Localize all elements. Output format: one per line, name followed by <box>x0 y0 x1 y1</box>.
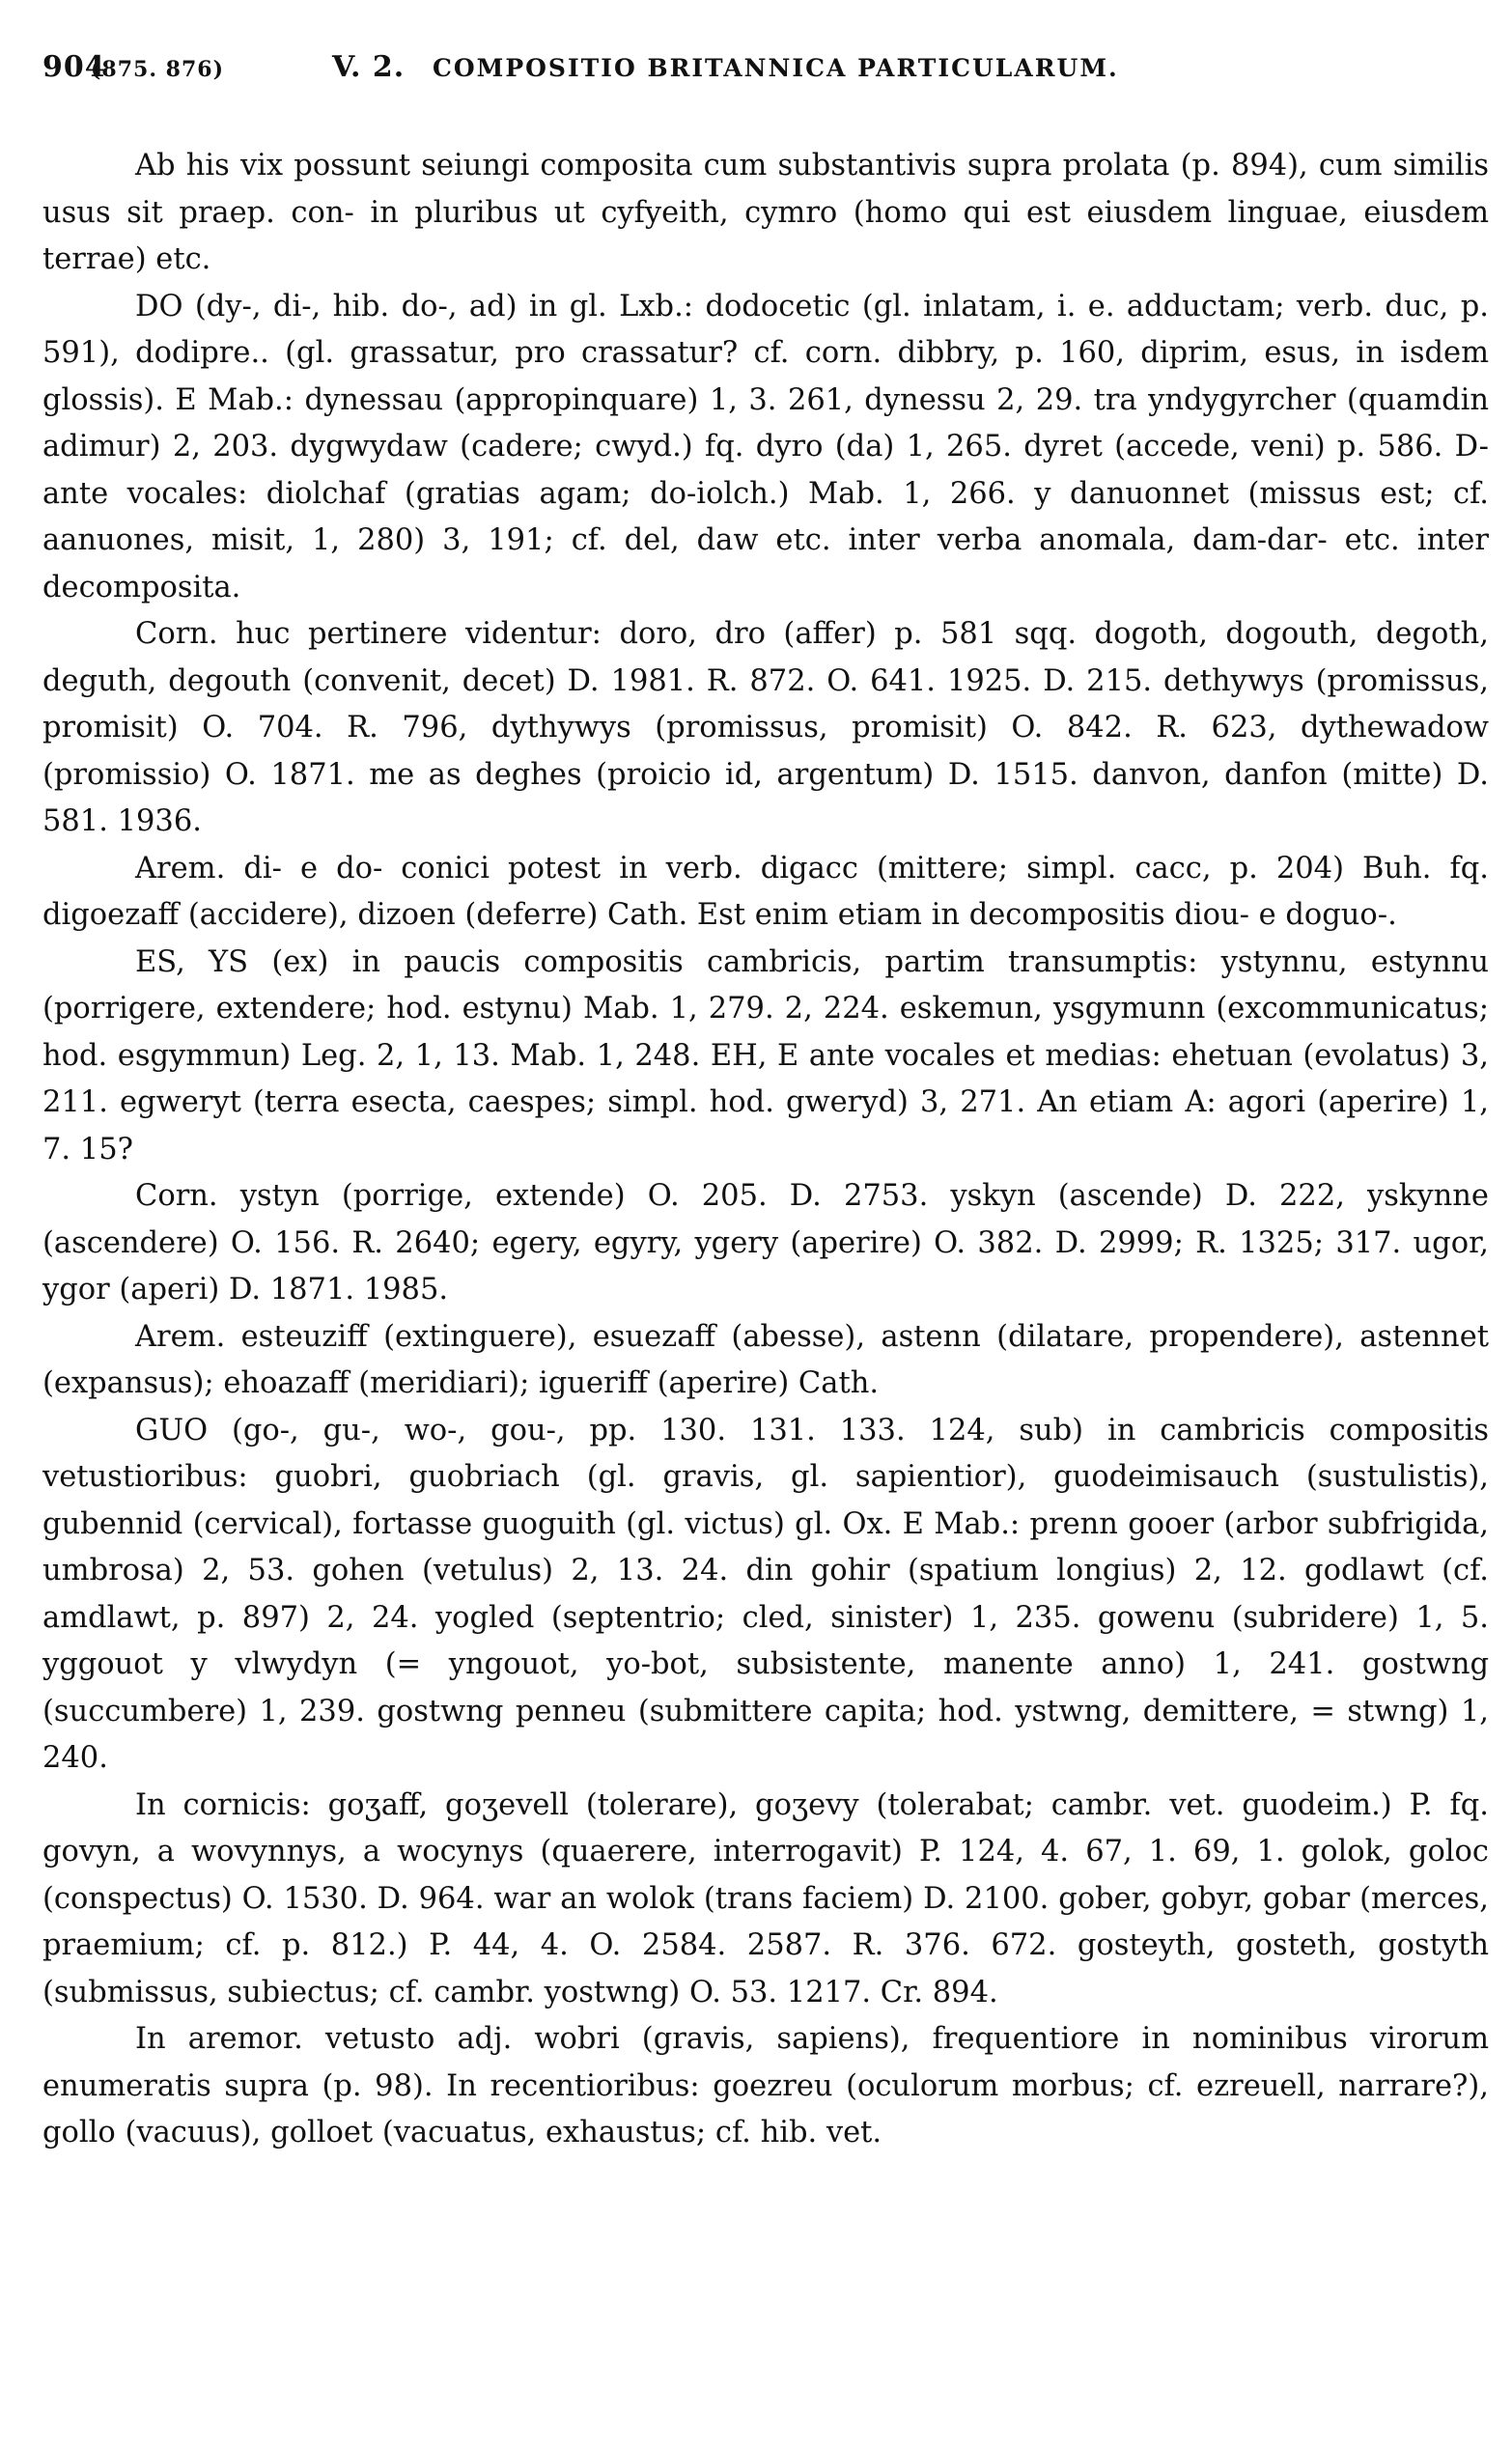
running-header <box>42 50 1489 110</box>
page-refs: (875. 876) <box>91 57 224 82</box>
document-page <box>42 50 1489 2157</box>
paragraph-do: DO (dy-, di-, hib. do-, ad) in gl. Lxb.: dodocetic (gl. inlatam, i. e. adductam; verb. duc, p. 591), dodipre.. (gl. grassatur, pro crassatur? cf. corn. dibbry, p. 160, diprim, esus, in isdem glossis). E Mab.: dynessau (appropinquare) 1, 3. 261, dynessu 2, 29. tra yndygyrcher (quamdin adimur) 2, 203. dygwydaw (cadere; cwyd.) fq. dyro (da) 1, 265. dyret (accede, veni) p. 586. D- ante vocales: diolchaf (gratias agam; do-iolch.) Mab. 1, 266. y danuonnet (missus est; cf. aanuones, misit, 1, 280) 3, 191; cf. del, daw etc. inter verba anomala, dam-dar- etc. inter decomposita. <box>42 289 1489 604</box>
paragraph-es: ES, YS (ex) in paucis compositis cambricis, partim transumptis: ystynnu, estynnu (porrigere, extendere; hod. estynu) Mab. 1, 279. 2, 224. eskemun, ysgymunn (excommunicatus; hod. esgymmun) Leg. 2, 1, 13. Mab. 1, 248. EH, E ante vocales et medias: ehetuan (evolatus) 3, 211. egweryt (terra esecta, caespes; simpl. hod. gweryd) 3, 271. An etiam A: agori (aperire) 1, 7. 15? <box>42 944 1489 1166</box>
paragraph-guo-cornish: In cornicis: goʒaff, goʒevell (tolerare), goʒevy (tolerabat; cambr. vet. guodeim.) P. fq. govyn, a wovynnys, a wocynys (quaerere, interrogavit) P. 124, 4. 67, 1. 69, 1. golok, goloc (conspectus) O. 1530. D. 964. war an wolok (trans faciem) D. 2100. gober, gobyr, gobar (merces, praemium; cf. p. 812.) P. 44, 4. O. 2584. 2587. R. 376. 672. gosteyth, gosteth, gostyth (submissus, subiectus; cf. cambr. yostwng) O. 53. 1217. Cr. 894. <box>42 1787 1489 2009</box>
paragraph-es-cornish: Corn. ystyn (porrige, extende) O. 205. D. 2753. yskyn (ascende) D. 222, yskynne (ascendere) O. 156. R. 2640; egery, egyry, ygery (aperire) O. 382. D. 2999; R. 1325; 317. ugor, ygor (aperi) D. 1871. 1985. <box>42 1179 1489 1307</box>
section-number: V. 2. <box>332 50 406 84</box>
paragraph-guo-aremoric: In aremor. vetusto adj. wobri (gravis, sapiens), frequentiore in nominibus virorum enumeratis supra (p. 98). In recentioribus: goezreu (oculorum morbus; cf. ezreuell, narrare?), gollo (vacuus), golloet (vacuatus, exhaustus; cf. hib. vet. <box>42 2022 1489 2150</box>
page-number: 904 <box>42 50 106 84</box>
paragraph-es-aremoric: Arem. esteuziff (extinguere), esuezaff (abesse), astenn (dilatare, propendere), astennet (expansus); ehoazaff (meridiari); igueriff (aperire) Cath. <box>42 1319 1489 1400</box>
paragraph-con: Ab his vix possunt seiungi composita cum substantivis supra prolata (p. 894), cum similis usus sit praep. con- in pluribus ut cyfyeith, cymro (homo qui est eiusdem linguae, eiusdem terrae) etc. <box>42 149 1489 276</box>
paragraph-do-aremoric: Arem. di- e do- conici potest in verb. digacc (mittere; simpl. cacc, p. 204) Buh. fq. digoezaff (accidere), dizoen (deferre) Cath. Est enim etiam in decompositis diou- e doguo-. <box>42 851 1489 932</box>
running-title: COMPOSITIO BRITANNICA PARTICULARUM. <box>433 54 1119 82</box>
paragraph-do-cornish: Corn. huc pertinere videntur: doro, dro (affer) p. 581 sqq. dogoth, dogouth, degoth, deguth, degouth (convenit, decet) D. 1981. R. 872. O. 641. 1925. D. 215. dethywys (promissus, promisit) O. 704. R. 796, dythywys (promissus, promisit) O. 842. R. 623, dythewadow (promissio) O. 1871. me as deghes (proicio id, argentum) D. 1515. danvon, danfon (mitte) D. 581. 1936. <box>42 617 1489 838</box>
body-text <box>42 143 1489 2157</box>
paragraph-guo: GUO (go-, gu-, wo-, gou-, pp. 130. 131. 133. 124, sub) in cambricis compositis vetustioribus: guobri, guobriach (gl. gravis, gl. sapientior), guodeimisauch (sustulistis), gubennid (cervical), fortasse guoguith (gl. victus) gl. Ox. E Mab.: prenn gooer (arbor subfrigida, umbrosa) 2, 53. gohen (vetulus) 2, 13. 24. din gohir (spatium longius) 2, 12. godlawt (cf. amdlawt, p. 897) 2, 24. yogled (septentrio; cled, sinister) 1, 235. gowenu (subridere) 1, 5. yggouot y vlwydyn (= yngouot, yo-bot, subsistente, manente anno) 1, 241. gostwng (succumbere) 1, 239. gostwng penneu (submittere capita; hod. ystwng, demittere, = stwng) 1, 240. <box>42 1413 1489 1775</box>
